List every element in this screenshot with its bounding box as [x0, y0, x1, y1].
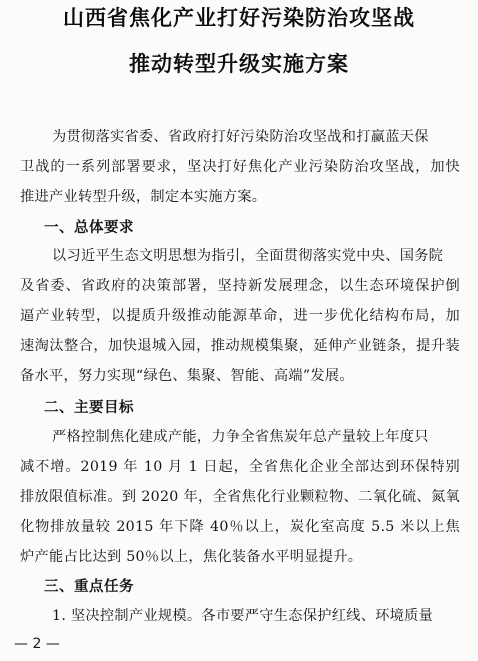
section-heading-3: 三、重点任务 [44, 579, 134, 595]
document-title-line-1: 山西省焦化产业打好污染防治攻坚战 [63, 6, 415, 30]
section-2-line-5: 炉产能占比达到 50％以上，焦化装备水平明显提升。 [20, 549, 363, 565]
section-heading-2: 二、主要目标 [44, 400, 134, 416]
section-1-line-4: 速淘汰整合，加快退城入园，推动规模集聚，延伸产业链条，提升装 [20, 338, 460, 354]
section-1-line-3: 逼产业转型，以提质升级推动能源革命，进一步优化结构布局，加 [20, 308, 460, 324]
section-2-line-2: 减不增。2019 年 10 月 1 日起，全省焦化企业全部达到环保特别 [20, 459, 460, 475]
section-2-line-3: 排放限值标准。到 2020 年，全省焦化行业颗粒物、二氧化硫、氮氧 [20, 489, 460, 505]
intro-line-3: 推进产业转型升级，制定本实施方案。 [20, 189, 267, 205]
intro-line-2: 卫战的一系列部署要求，坚决打好焦化产业污染防治攻坚战，加快 [20, 159, 460, 175]
section-heading-1: 一、总体要求 [44, 220, 134, 236]
intro-line-1: 为贯彻落实省委、省政府打好污染防治攻坚战和打赢蓝天保 [52, 129, 429, 145]
document-title-line-2: 推动转型升级实施方案 [129, 52, 349, 76]
section-1-line-5: 备水平，努力实现“绿色、集聚、智能、高端”发展。 [20, 368, 354, 384]
section-2-line-1: 严格控制焦化建成产能，力争全省焦炭年总产量较上年度只 [52, 429, 429, 445]
section-1-line-2: 及省委、省政府的决策部署，坚持新发展理念，以生态环境保护倒 [20, 278, 460, 294]
section-1-line-1: 以习近平生态文明思想为指引，全面贯彻落实党中央、国务院 [52, 248, 444, 264]
page-number: — 2 — [14, 636, 60, 652]
section-2-line-4: 化物排放量较 2015 年下降 40％以上，炭化室高度 5.5 米以上焦 [20, 519, 460, 535]
section-3-line-1: 1. 坚决控制产业规模。各市要严守生态保护红线、环境质量 [52, 608, 434, 624]
